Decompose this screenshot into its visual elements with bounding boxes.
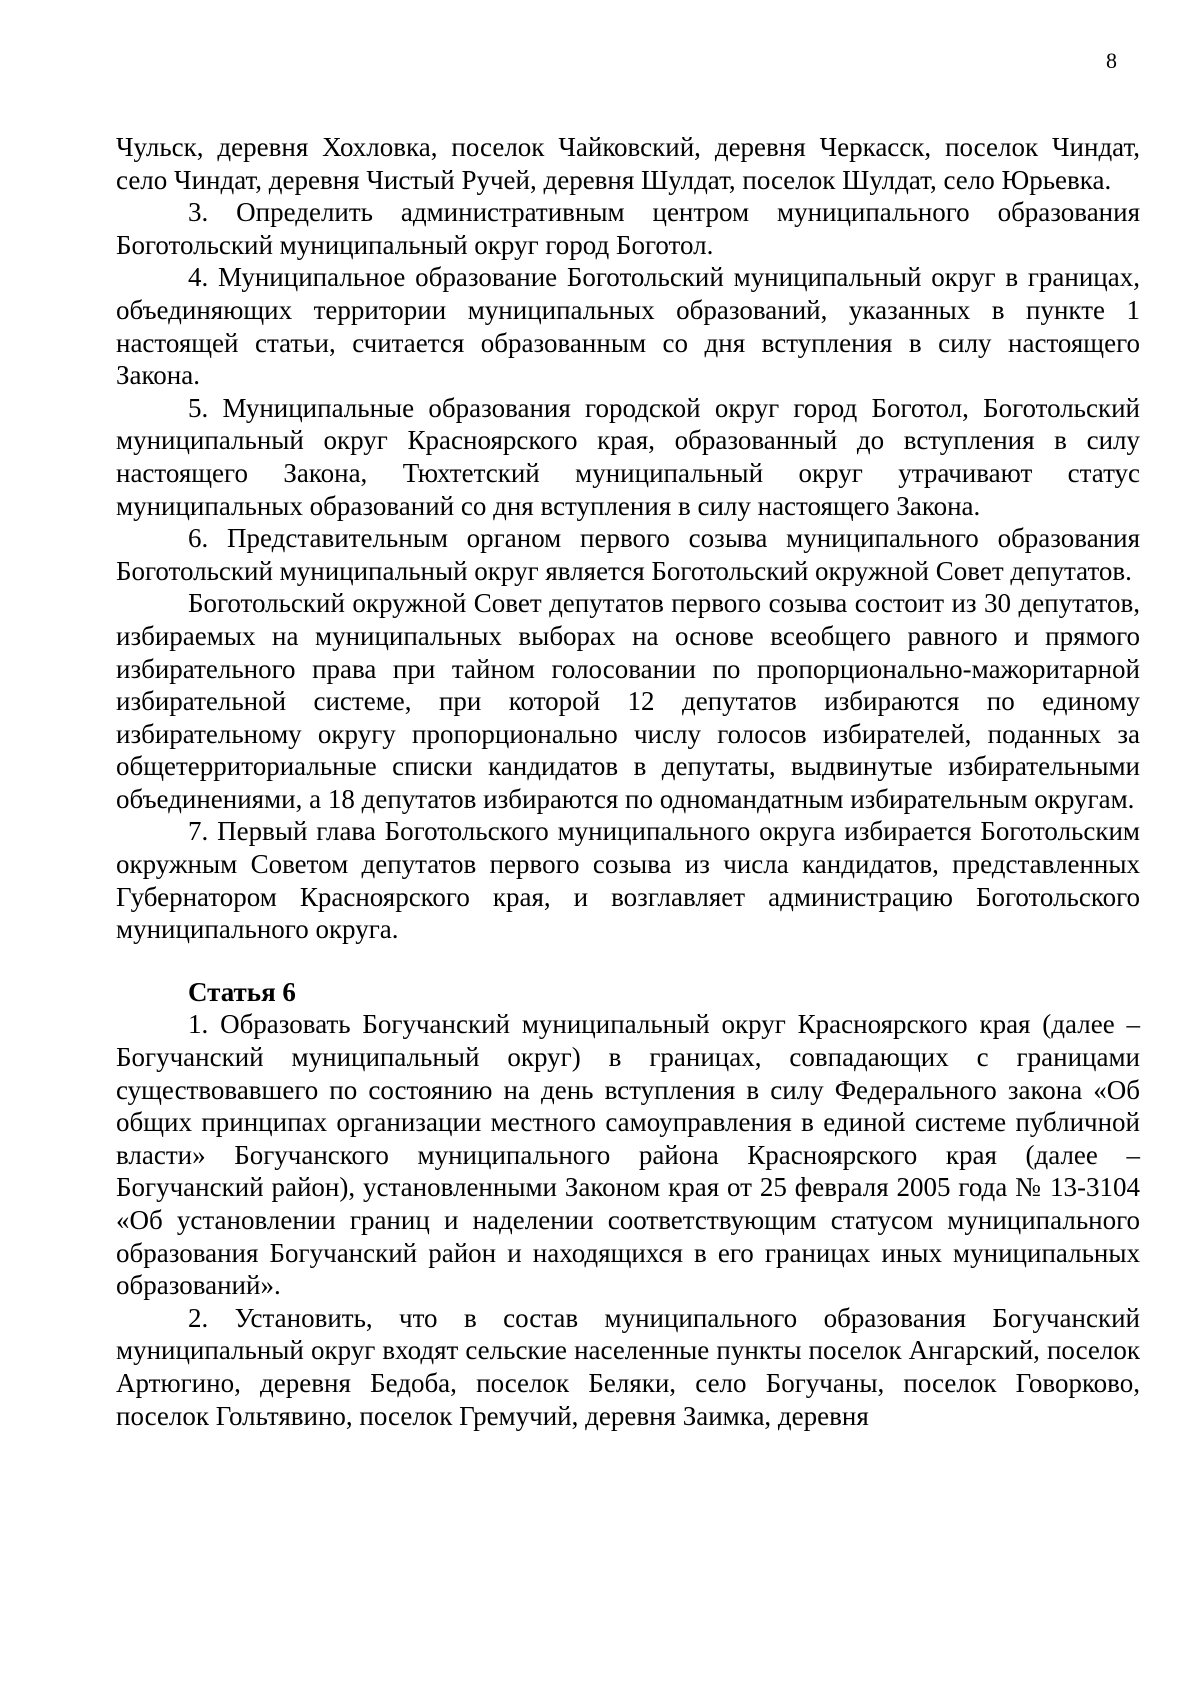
paragraph-item-7: 7. Первый глава Боготольского муниципального округа избирается Боготольским окружным Советом депутатов первого созыва из числа кандидатов, представленных Губернатором Красноярского края, и возглавляет администрацию Боготольского муниципального округа. xyxy=(116,816,1140,945)
article-title: Статья 6 xyxy=(188,976,296,1007)
article-paragraph-1: 1. Образовать Богучанский муниципальный округ Красноярского края (далее – Богучанский муниципальный округ) в границах, совпадающих с границами существовавшего по состоянию на день вступления в силу Федерального закона «Об общих принципах организации местного самоуправления в единой системе публичной власти» Богучанского муниципального района Красноярского края (далее – Богучанский район), установленными Законом края от 25 февраля 2005 года № 13-3104 «Об установлении границ и наделении соответствующим статусом муниципального образования Богучанский район и находящихся в его границах иных муниципальных образований». xyxy=(116,1009,1140,1301)
paragraph-continuation: Чульск, деревня Хохловка, поселок Чайковский, деревня Черкасск, поселок Чиндат, село Чиндат, деревня Чистый Ручей, деревня Шулдат, поселок Шулдат, село Юрьевка. xyxy=(116,132,1140,195)
paragraph-item-3: 3. Определить административным центром муниципального образования Боготольский муниципальный округ город Боготол. xyxy=(116,197,1140,260)
paragraph-item-6: 6. Представительным органом первого созыва муниципального образования Боготольский муниципальный округ является Боготольский окружной Совет депутатов. xyxy=(116,523,1140,586)
paragraph-item-5: 5. Муниципальные образования городской округ город Боготол, Боготольский муниципальный округ Красноярского края, образованный до вступления в силу настоящего Закона, Тюхтетский муниципальный округ утрачивают статус муниципальных образований со дня вступления в силу настоящего Закона. xyxy=(116,392,1140,521)
paragraph-council: Боготольский окружной Совет депутатов первого созыва состоит из 30 депутатов, избираемых на муниципальных выборах на основе всеобщего равного и прямого избирательного права при тайном голосовании по пропорционально-мажоритарной избирательной системе, при которой 12 депутатов избираются по единому избирательному округу пропорционально числу голосов избирателей, поданных за общетерриториальные списки кандидатов в депутаты, выдвинутые избирательными объединениями, а 18 депутатов избираются по одномандатным избирательным округам. xyxy=(116,588,1140,814)
article-paragraph-2: 2. Установить, что в состав муниципального образования Богучанский муниципальный округ входят сельские населенные пункты поселок Ангарский, поселок Артюгино, деревня Бедоба, поселок Беляки, село Богучаны, поселок Говорково, поселок Гольтявино, поселок Гремучий, деревня Заимка, деревня xyxy=(116,1302,1140,1431)
document-body xyxy=(116,131,1140,1432)
page-number: 8 xyxy=(1106,48,1117,73)
paragraph-item-4: 4. Муниципальное образование Боготольский муниципальный округ в границах, объединяющих территории муниципальных образований, указанных в пункте 1 настоящей статьи, считается образованным со дня вступления в силу настоящего Закона. xyxy=(116,262,1140,391)
